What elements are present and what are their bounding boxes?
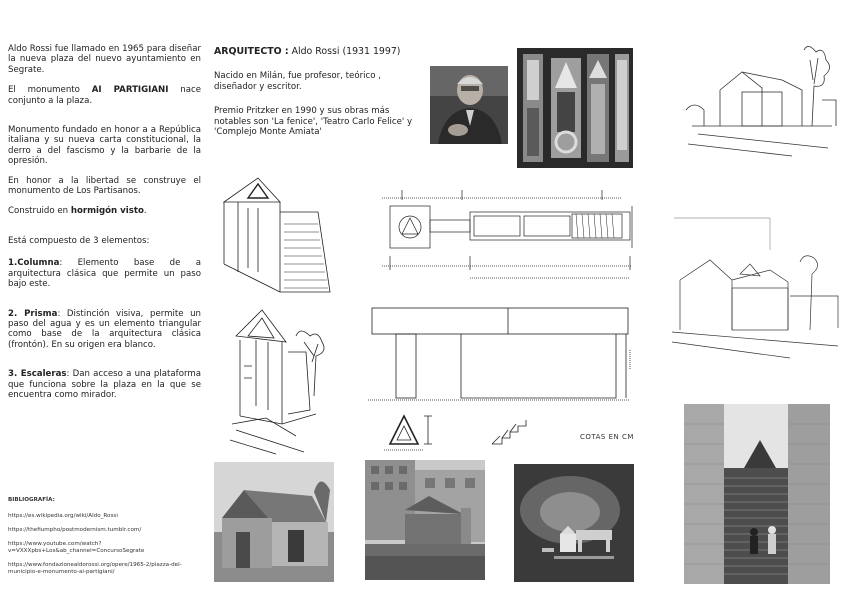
sketch-axonometric-stairs	[218, 172, 338, 300]
sketch-perspective-tree	[226, 306, 344, 456]
bibliography-link[interactable]: https://es.wikipedia.org/wiki/Aldo_Rossi	[8, 513, 118, 519]
element-stairs-paragraph: 3. Escaleras: Dan acceso a una plataforma que funciona sobre la plaza en la que se encuentra como mirador.	[8, 369, 201, 400]
element-prism-title: 2. Prisma	[8, 308, 58, 319]
sketch-right-plaza	[670, 210, 840, 360]
bibliography-link[interactable]: https://www.youtube.com/watch?v=VXXXpbs+Los&ab_channel=ConcursoSegrate	[8, 541, 145, 554]
bibliography-heading: BIBLIOGRAFÍA:	[8, 497, 55, 503]
photo-model-bw	[514, 464, 634, 582]
material-name: hormigón visto	[70, 206, 144, 217]
plan-drawing	[362, 186, 642, 296]
architect-block	[214, 47, 416, 137]
left-text-column	[8, 44, 201, 400]
element-column-title: 1.Columna	[8, 258, 60, 269]
element-column-paragraph: 1.Columna: Elemento base de a arquitectura clásica que permite un paso bajo este.	[8, 258, 201, 290]
bibliography-link[interactable]: https://thefiumpho/postmodernism.tumblr.com/	[8, 527, 142, 533]
photo-monument-side	[214, 462, 334, 582]
monument-paragraph: El monumento AI PARTIGIANI nace conjunto a la plaza.	[8, 85, 201, 106]
photo-monument-plaza	[365, 460, 485, 580]
photo-stairs-front	[684, 404, 830, 584]
bibliography-link[interactable]: https://www.fondazionealdorossi.org/opere/1965-2/piazza-del-municipio-e-monumento-ai-partigiani/	[8, 562, 182, 575]
architect-prize: Premio Pritzker en 1990 y sus obras más notables son 'La fenice', 'Teatro Carlo Felice' y 'Complejo Monte Amiata'	[214, 106, 413, 138]
liberty-paragraph: En honor a la libertad se construye el monumento de Los Partisanos.	[8, 175, 201, 197]
monument-name: AI PARTIGIANI	[91, 85, 169, 96]
sketch-view-trees	[682, 40, 838, 160]
architect-portrait	[430, 66, 508, 144]
founded-paragraph: Monumento fundado en honor a a República italiana y su nueva carta constitucional, la derro a del fascismo y la barbarie de la opresión.	[8, 125, 201, 167]
composed-paragraph: Está compuesto de 3 elementos:	[8, 235, 150, 246]
architect-title: ARQUITECTO : Aldo Rossi (1931 1997)	[214, 46, 401, 57]
detail-stairs-drawing	[486, 414, 542, 450]
elevation-drawing	[366, 300, 636, 408]
element-stairs-title: 3. Escaleras	[8, 369, 67, 380]
bibliography	[8, 497, 204, 583]
rossi-painting	[517, 48, 633, 168]
detail-prism-drawing	[380, 410, 450, 454]
element-prism-paragraph: 2. Prisma: Distinción visiva, permite un paso del agua y es un elemento triangular como base de la arquitectura clásica (frontón). En su origen era blanco.	[8, 308, 201, 350]
dimensions-note: COTAS EN CM	[580, 433, 634, 441]
intro-paragraph: Aldo Rossi fue llamado en 1965 para diseñar la nueva plaza del nuevo ayuntamiento en Segrate.	[8, 44, 201, 75]
material-paragraph: Construido en hormigón visto.	[8, 206, 147, 217]
architect-born: Nacido en Milán, fue profesor, teórico , diseñador y escritor.	[214, 71, 381, 92]
